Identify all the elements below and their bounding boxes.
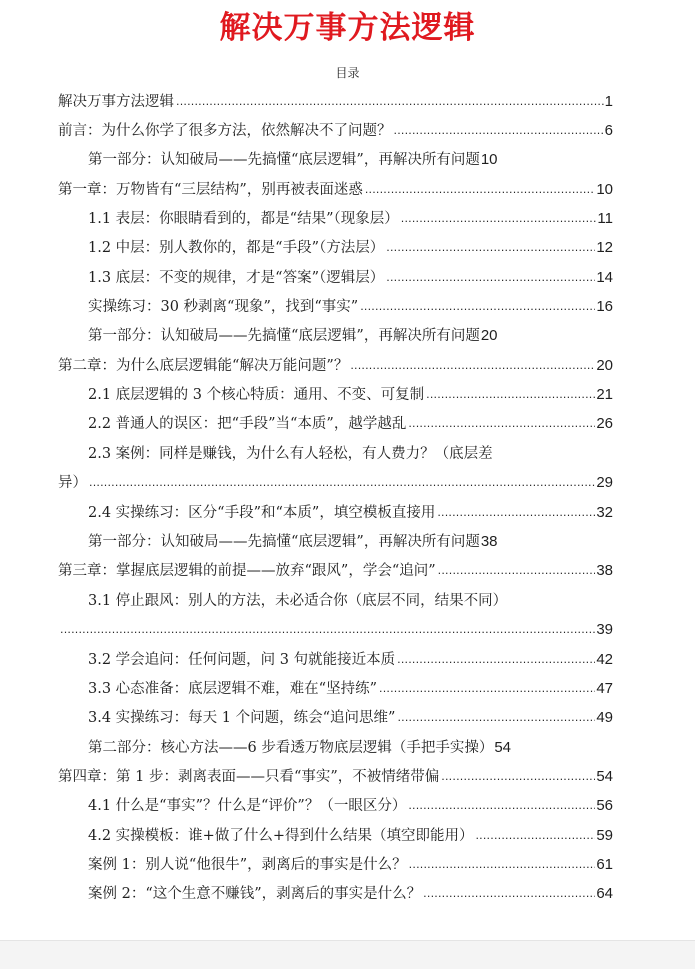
toc-entry[interactable] (88, 382, 613, 408)
toc-page-number: 54 (596, 768, 613, 785)
toc-entry[interactable] (88, 823, 613, 849)
toc-leader-dots (392, 118, 604, 144)
toc-entry[interactable] (58, 89, 613, 115)
toc-entry-first-line[interactable]: 2.3 案例：同样是赚钱，为什么有人轻松，有人费力？（底层差 (88, 446, 493, 462)
toc-entry-text: 前言：为什么你学了很多方法，依然解决不了问题？ (58, 123, 392, 139)
toc-leader-dots (384, 235, 595, 261)
toc-entry[interactable] (88, 735, 613, 761)
toc-entry[interactable] (58, 118, 613, 144)
toc-entry-text: 2.2 普通人的误区：把“手段”当“本质”，越学越乱 (88, 416, 407, 432)
toc-entry[interactable] (88, 206, 613, 232)
toc-page-number: 20 (480, 327, 498, 344)
toc-entry[interactable] (88, 647, 613, 673)
toc-leader-dots (473, 823, 595, 849)
document-title: 解决万事方法逻辑 (219, 10, 476, 46)
toc-page-number: 20 (596, 357, 613, 374)
toc-entry-text: 第一章：万物皆有“三层结构”，别再被表面迷惑 (58, 182, 363, 198)
toc-heading: 目录 (335, 66, 360, 80)
toc-leader-dots (358, 294, 595, 320)
toc-entry-text: 案例 2：“这个生意不赚钱”，剥离后的事实是什么？ (88, 886, 422, 902)
toc-page-number: 38 (480, 533, 498, 550)
toc-entry-text: 1.3 底层：不变的规律，才是“答案”（逻辑层） (88, 270, 385, 286)
toc-page-number: 32 (596, 504, 613, 521)
toc-leader-dots (407, 852, 596, 878)
toc-leader-dots (395, 647, 595, 673)
toc-entry[interactable] (58, 353, 613, 379)
toc-entry-text: 第三章：掌握底层逻辑的前提——放弃“跟风”，学会“追问” (58, 563, 436, 579)
toc-leader-dots (87, 470, 595, 496)
toc-page-number: 38 (596, 562, 613, 579)
toc-page-number: 14 (596, 269, 613, 286)
toc-entry-text: 2.4 实操练习：区分“手段”和“本质”，填空模板直接用 (88, 505, 436, 521)
toc-entry[interactable] (88, 235, 613, 261)
toc-page-number: 12 (596, 239, 613, 256)
toc-entry[interactable] (88, 147, 613, 173)
toc-page-number: 61 (596, 856, 613, 873)
page-footer-band (0, 941, 695, 969)
toc-entry[interactable] (88, 294, 613, 320)
toc-entry-text: 3.3 心态准备：底层逻辑不难，难在“坚持练” (88, 681, 377, 697)
toc-entry-text: 第四章：第 1 步：剥离表面——只看“事实”，不被情绪带偏 (58, 769, 440, 785)
toc-page-number: 10 (596, 181, 613, 198)
toc-entry[interactable] (88, 500, 613, 526)
toc-page-number: 39 (596, 621, 613, 638)
toc-entry[interactable] (88, 411, 613, 437)
toc-entry-text: 第二章：为什么底层逻辑能“解决万能问题”？ (58, 358, 349, 374)
toc-leader-dots (377, 676, 595, 702)
toc-page-number: 42 (596, 651, 613, 668)
toc-entry-text: 第一部分：认知破局——先搞懂“底层逻辑”，再解决所有问题 (88, 328, 480, 344)
toc-entry[interactable] (88, 705, 613, 731)
toc-entry-text: 案例 1：别人说“他很牛”，剥离后的事实是什么？ (88, 857, 407, 873)
toc-page-number: 11 (597, 210, 613, 227)
toc-entry-text-continued: 异） (58, 475, 87, 491)
toc-entry[interactable] (88, 529, 613, 555)
toc-page-number: 26 (596, 415, 613, 432)
toc-page-number: 49 (596, 709, 613, 726)
toc-page-number: 21 (596, 386, 613, 403)
toc-page-number: 54 (494, 739, 512, 756)
toc-leader-dots (406, 793, 595, 819)
toc-entry[interactable] (88, 852, 613, 878)
toc-entry[interactable] (58, 764, 613, 790)
toc-entry-text: 3.2 学会追问：任何问题，问 3 句就能接近本质 (88, 652, 396, 668)
toc-leader-dots (439, 764, 595, 790)
toc-entry-first-line[interactable]: 3.1 停止跟风：别人的方法，未必适合你（底层不同，结果不同） (88, 593, 508, 609)
toc-page-number: 10 (480, 151, 498, 168)
toc-leader-dots (436, 558, 596, 584)
toc-page-number: 29 (596, 474, 613, 491)
toc-entry[interactable] (88, 676, 613, 702)
toc-entry[interactable] (58, 558, 613, 584)
toc-entry-text: 第一部分：认知破局——先搞懂“底层逻辑”，再解决所有问题 (88, 534, 480, 550)
toc-page-number: 59 (596, 827, 613, 844)
toc-entry[interactable] (88, 323, 613, 349)
toc-page-number: 16 (596, 298, 613, 315)
toc-leader-dots (384, 265, 595, 291)
toc-entry-text: 第一部分：认知破局——先搞懂“底层逻辑”，再解决所有问题 (88, 152, 480, 168)
toc-leader-dots (421, 881, 595, 907)
toc-page-number: 1 (604, 93, 613, 110)
toc-leader-dots (58, 617, 595, 643)
toc-entry[interactable] (58, 177, 613, 203)
toc-leader-dots (174, 89, 604, 115)
toc-entry[interactable] (58, 470, 613, 496)
toc-entry-text: 实操练习：30 秒剥离“现象”，找到“事实” (88, 299, 359, 315)
toc-entry[interactable] (88, 265, 613, 291)
toc-leader-dots (406, 411, 595, 437)
toc-entry-text: 1.2 中层：别人教你的，都是“手段”（方法层） (88, 240, 385, 256)
toc-page-number: 64 (596, 885, 613, 902)
toc-leader-dots (399, 206, 597, 232)
toc-page-number: 47 (596, 680, 613, 697)
toc-entry-text: 4.2 实操模板：谁+做了什么+得到什么结果（填空即能用） (88, 828, 474, 844)
toc-entry-text: 第二部分：核心方法——6 步看透万物底层逻辑（手把手实操） (88, 740, 494, 756)
toc-page-number: 6 (604, 122, 613, 139)
toc-entry[interactable] (88, 881, 613, 907)
toc-leader-dots (348, 353, 595, 379)
toc-leader-dots (435, 500, 595, 526)
toc-entry[interactable] (88, 793, 613, 819)
toc-entry-text: 解决万事方法逻辑 (58, 94, 174, 110)
toc-entry-text: 3.4 实操练习：每天 1 个问题，练会“追问思维” (88, 710, 396, 726)
toc-entry-text: 1.1 表层：你眼睛看到的，都是“结果”（现象层） (88, 211, 399, 227)
toc-entry-text: 4.1 什么是“事实”？什么是“评价”？（一眼区分） (88, 798, 407, 814)
toc-entry[interactable] (58, 617, 613, 643)
toc-entry-text: 2.1 底层逻辑的 3 个核心特质：通用、不变、可复制 (88, 387, 425, 403)
toc-leader-dots (395, 705, 595, 731)
toc-leader-dots (363, 177, 595, 203)
toc-leader-dots (424, 382, 595, 408)
toc-page-number: 56 (596, 797, 613, 814)
